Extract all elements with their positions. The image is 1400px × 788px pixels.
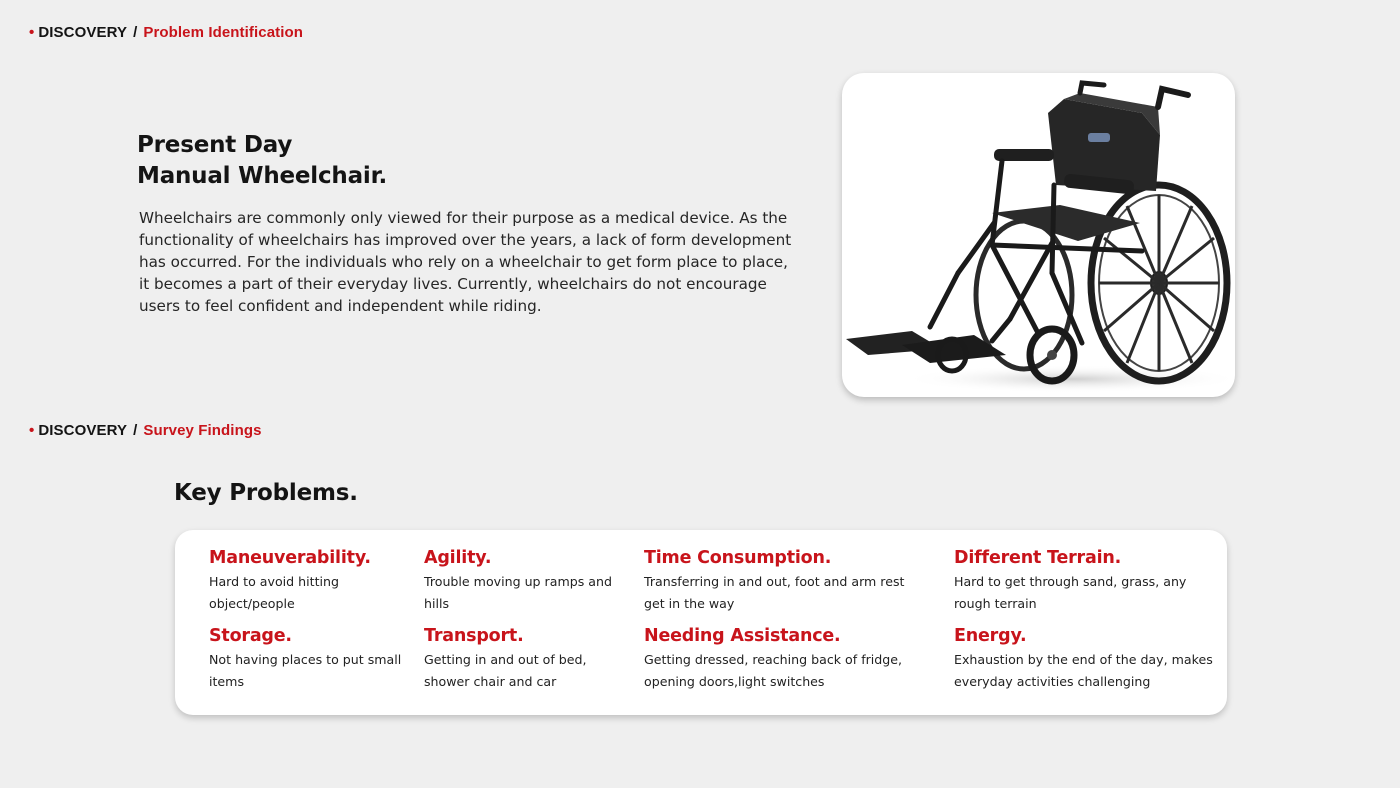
page-title [137, 130, 387, 192]
problem-description: Hard to get through sand, grass, any rough terrain [954, 574, 1187, 611]
problem-description: Not having places to put small items [209, 652, 402, 689]
problem-description: Trouble moving up ramps and hills [424, 574, 612, 611]
problem-heading: Agility. [424, 548, 492, 568]
breadcrumb-section: DISCOVERY [38, 24, 128, 41]
page-title-line-2: Manual Wheelchair. [137, 163, 388, 189]
problem-heading: Energy. [954, 626, 1027, 646]
problem-item-maneuverability [209, 546, 409, 615]
problem-item-agility [424, 546, 624, 615]
page-title-line-1: Present Day [137, 132, 293, 158]
bullet-dot: • [29, 24, 35, 41]
key-problems-title: Key Problems. [174, 480, 358, 506]
problem-heading: Different Terrain. [954, 548, 1122, 568]
problem-description: Getting in and out of bed, shower chair and car [424, 652, 587, 689]
breadcrumb-problem-identification [29, 24, 303, 41]
problem-description: Getting dressed, reaching back of fridge, opening doors,light switches [644, 652, 903, 689]
breadcrumb-separator: / [133, 422, 138, 439]
problem-item-storage [209, 624, 409, 693]
breadcrumb-subsection: Problem Identification [143, 24, 304, 41]
wheelchair-image-card [842, 73, 1235, 397]
breadcrumb-section: DISCOVERY [38, 422, 128, 439]
problem-description: Transferring in and out, foot and arm rest get in the way [644, 574, 905, 611]
intro-paragraph: Wheelchairs are commonly only viewed for their purpose as a medical device. As the functionality of wheelchairs has improved over the years, a lack of form development has occurred. For the individuals who rely on a wheelchair to get form place to place, it becomes a part of their everyday lives. Currently, wheelchairs do not encourage users to feel confident and independent while riding. [139, 209, 792, 315]
breadcrumb-subsection: Survey Findings [143, 422, 262, 439]
problem-heading: Storage. [209, 626, 292, 646]
problem-heading: Maneuverability. [209, 548, 371, 568]
problem-description: Hard to avoid hitting object/people [209, 574, 339, 611]
problem-item-energy [954, 624, 1214, 693]
problem-heading: Transport. [424, 626, 524, 646]
problem-item-transport [424, 624, 624, 693]
wheelchair-photo-icon [842, 73, 1235, 397]
problem-item-needing-assistance [644, 624, 924, 693]
problem-heading: Time Consumption. [644, 548, 832, 568]
problem-item-time-consumption [644, 546, 924, 615]
problem-item-different-terrain [954, 546, 1214, 615]
breadcrumb-separator: / [133, 24, 138, 41]
problem-description: Exhaustion by the end of the day, makes everyday activities challenging [954, 652, 1213, 689]
bullet-dot: • [29, 422, 35, 439]
breadcrumb-survey-findings [29, 422, 262, 439]
problem-heading: Needing Assistance. [644, 626, 841, 646]
key-problems-card [175, 530, 1227, 715]
